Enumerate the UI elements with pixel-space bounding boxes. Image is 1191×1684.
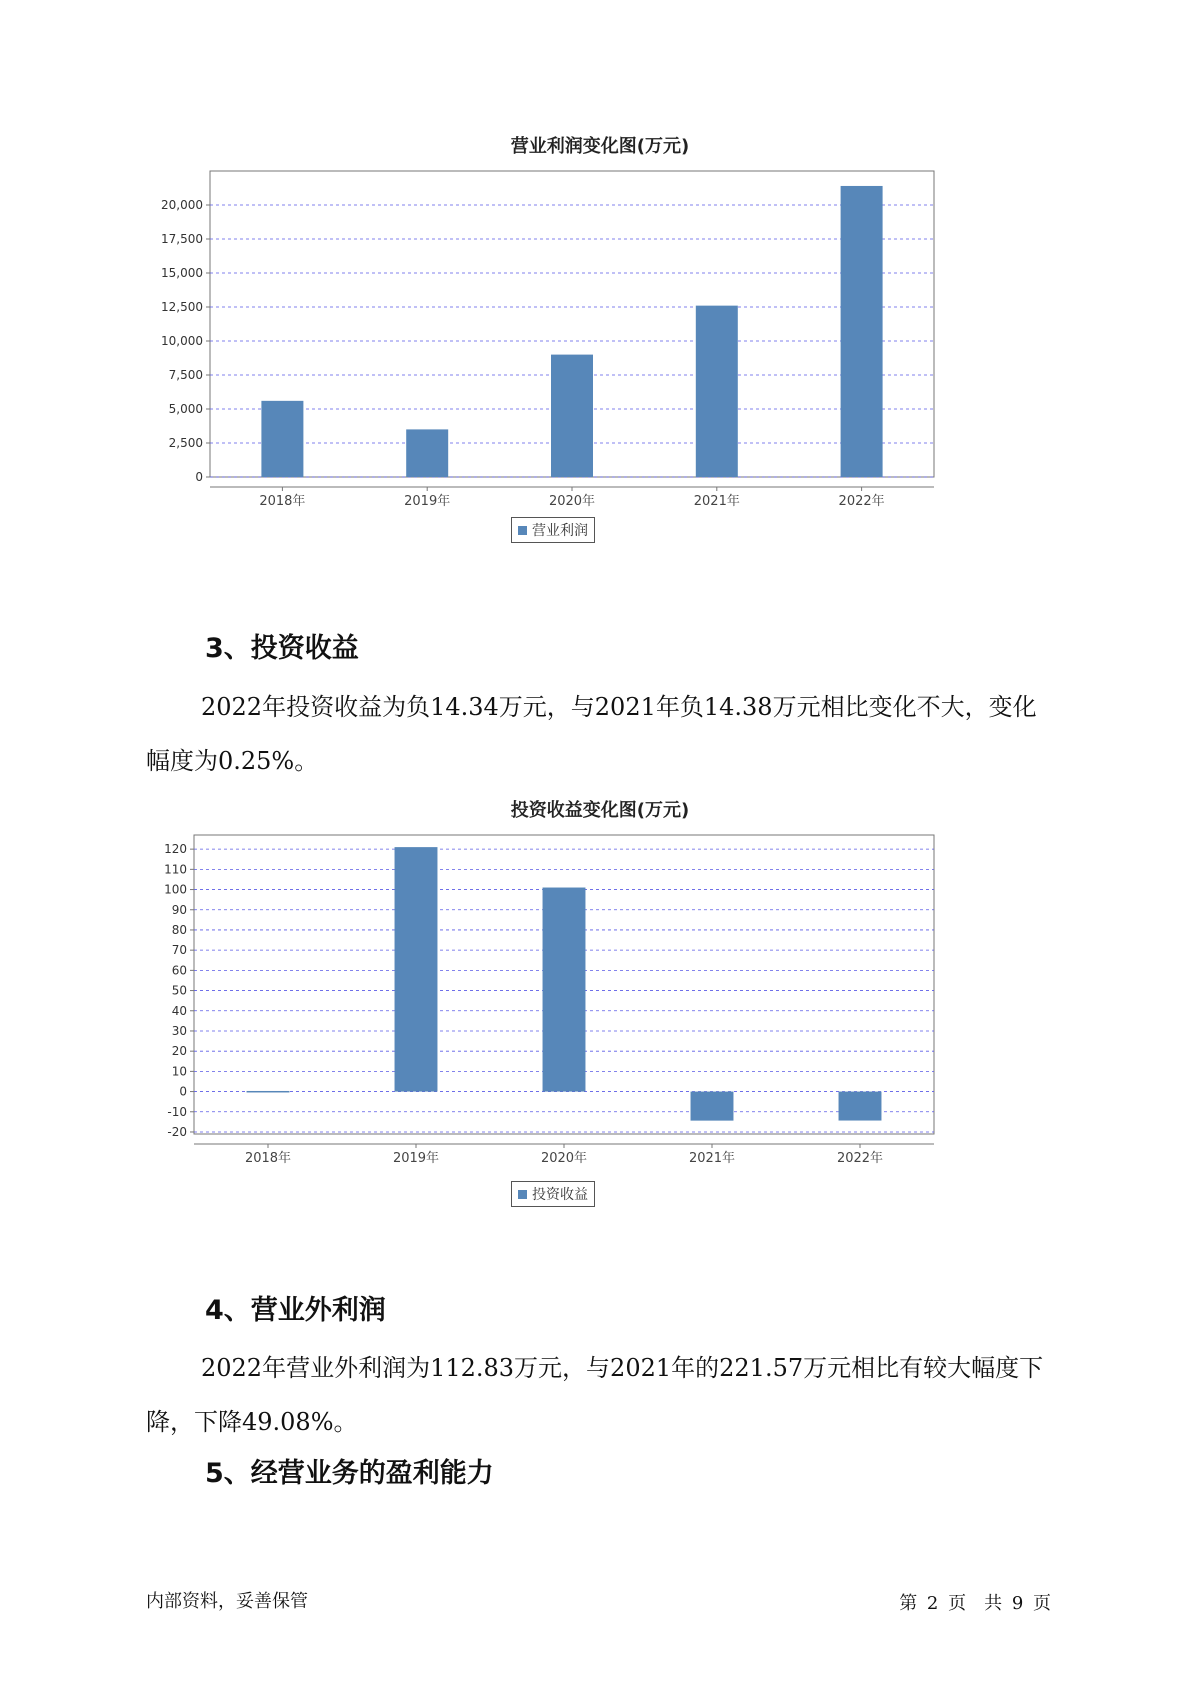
- x-tick-label: 2022年: [836, 1151, 884, 1166]
- chart-plot: [150, 834, 1050, 1214]
- section-heading: 5、经营业务的盈利能力: [205, 1458, 494, 1489]
- y-tick-label: 10,000: [161, 334, 203, 348]
- chart-plot: [150, 170, 1050, 550]
- footer-page-number: 第 2 页 共 9 页: [899, 1593, 1051, 1614]
- y-tick-label: 30: [171, 1023, 187, 1038]
- y-tick-label: 5,000: [168, 402, 203, 416]
- bar: [839, 1092, 882, 1121]
- x-tick-label: 2019年: [392, 1151, 440, 1166]
- section-heading: 4、营业外利润: [205, 1295, 386, 1326]
- y-tick-label: 12,500: [161, 300, 203, 314]
- bar: [696, 306, 738, 477]
- bar: [551, 355, 593, 477]
- y-tick-label: 80: [171, 922, 187, 937]
- y-tick-label: 10: [171, 1064, 187, 1079]
- legend-label: 营业利润: [532, 523, 588, 539]
- bar: [261, 401, 303, 477]
- chart-title: 营业利润变化图(万元): [510, 136, 690, 157]
- y-tick-label: 70: [171, 943, 187, 958]
- legend-swatch: [518, 1190, 527, 1199]
- y-tick-label: 15,000: [161, 266, 203, 280]
- chart-legend: [511, 517, 595, 543]
- paragraph: 2022年营业外利润为112.83万元，与2021年的221.57万元相比有较大幅度下降，下降49.08%。: [146, 1354, 1044, 1436]
- bar: [691, 1092, 734, 1121]
- legend-label: 投资收益: [532, 1187, 588, 1203]
- footer-confidential-note: 内部资料，妥善保管: [146, 1591, 308, 1612]
- bar: [406, 429, 448, 477]
- y-tick-label: 17,500: [161, 232, 203, 246]
- y-tick-label: 0: [195, 470, 203, 484]
- y-tick-label: 2,500: [168, 436, 203, 450]
- section-heading: 3、投资收益: [205, 633, 359, 664]
- investment-income-chart: [150, 794, 1050, 1214]
- x-tick-label: 2021年: [688, 1151, 736, 1166]
- x-tick-label: 2020年: [548, 494, 596, 509]
- y-tick-label: 40: [171, 1003, 187, 1018]
- y-tick-label: 100: [164, 882, 187, 897]
- bar: [247, 1091, 290, 1093]
- legend-swatch: [518, 526, 527, 535]
- y-tick-label: -20: [167, 1124, 187, 1139]
- bar: [395, 847, 438, 1091]
- paragraph: 2022年投资收益为负14.34万元，与2021年负14.38万元相比变化不大，变化幅度为0.25%。: [146, 693, 1037, 775]
- chart-title: 投资收益变化图(万元): [510, 800, 690, 821]
- x-tick-label: 2020年: [540, 1151, 588, 1166]
- y-tick-label: 50: [171, 983, 187, 998]
- x-tick-label: 2022年: [838, 494, 885, 509]
- y-tick-label: 20: [171, 1044, 187, 1059]
- y-tick-label: 90: [171, 902, 187, 917]
- y-tick-label: 7,500: [168, 368, 203, 382]
- x-tick-label: 2018年: [259, 494, 306, 509]
- chart-legend: [511, 1181, 595, 1207]
- y-tick-label: 20,000: [161, 198, 203, 212]
- y-tick-label: 0: [179, 1084, 187, 1099]
- y-tick-label: 60: [171, 963, 187, 978]
- operating-profit-chart: [150, 130, 1050, 550]
- bar: [543, 888, 586, 1092]
- y-tick-label: 110: [164, 862, 187, 877]
- x-tick-label: 2021年: [693, 494, 740, 509]
- x-tick-label: 2018年: [244, 1151, 292, 1166]
- y-tick-label: 120: [164, 842, 187, 857]
- x-tick-label: 2019年: [404, 494, 451, 509]
- bar: [841, 186, 883, 477]
- y-tick-label: -10: [167, 1104, 187, 1119]
